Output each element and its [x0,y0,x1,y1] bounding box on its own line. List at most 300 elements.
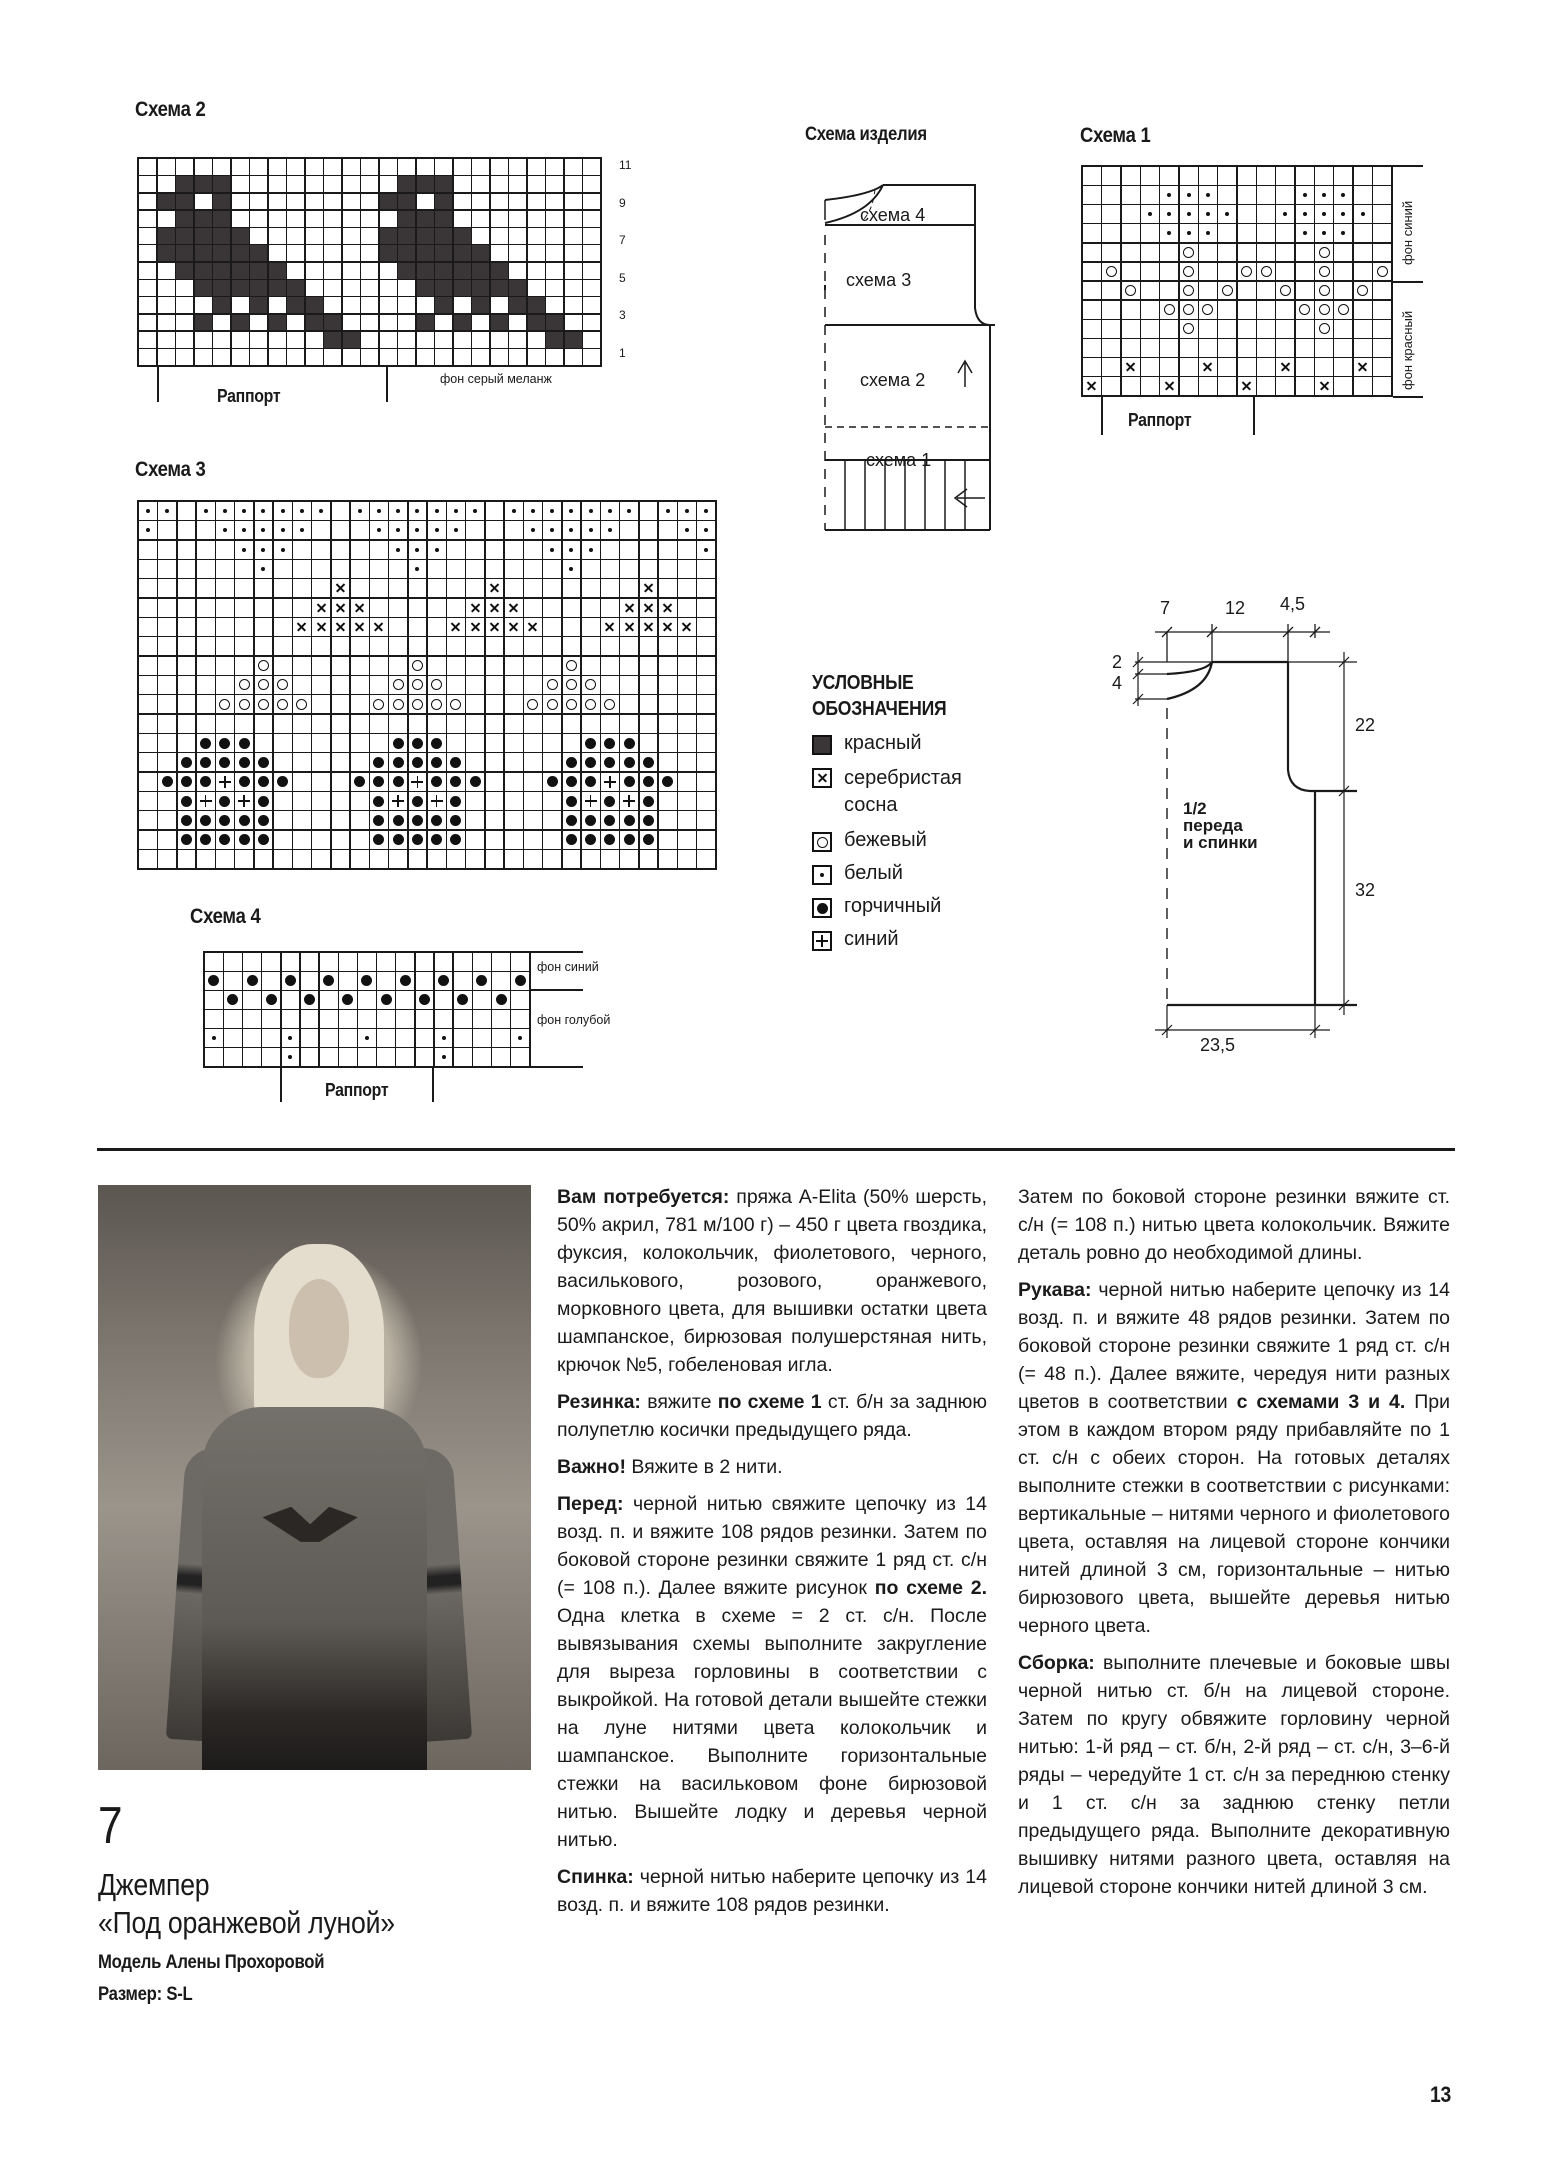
product-scheme-section: схема 3 [846,270,912,290]
white-dot-cell [358,1029,376,1047]
mustard-dot-cell [640,773,658,791]
white-dot-cell [282,1048,300,1066]
empty-cell [1160,263,1178,281]
empty-cell [466,850,484,868]
empty-cell [255,715,273,733]
empty-cell [398,297,415,313]
mustard-dot-cell [389,753,407,771]
empty-cell [250,159,267,175]
empty-cell [1122,263,1140,281]
empty-cell [454,159,471,175]
paragraph-lead: Спинка: [557,1866,634,1888]
silver-cross-cell [1354,358,1372,376]
empty-cell [492,972,510,990]
mustard-dot-cell [205,972,223,990]
empty-cell [250,194,267,210]
filled-cell [213,245,230,261]
empty-cell [1354,339,1372,357]
mustard-dot-cell [396,972,414,990]
white-dot-cell [447,502,465,520]
empty-cell [320,991,338,1009]
empty-cell [546,297,563,313]
empty-cell [139,579,157,597]
mustard-dot-cell [447,773,465,791]
product-scheme-section: схема 4 [860,205,926,225]
empty-cell [409,599,427,617]
empty-cell [1199,377,1217,395]
empty-cell [524,657,542,675]
beige-circle-cell [601,695,619,713]
dim-width: 23,5 [1200,1035,1236,1055]
empty-cell [293,579,311,597]
filled-cell [454,245,471,261]
beige-circle-cell [1276,282,1294,300]
empty-cell [320,1010,338,1028]
empty-cell [232,349,249,365]
blue-plus-cell [389,792,407,810]
beige-circle-cell [409,657,427,675]
mustard-dot-cell [262,991,280,1009]
empty-cell [1102,282,1120,300]
empty-cell [178,637,196,655]
empty-cell [332,502,350,520]
filled-cell [509,297,526,313]
section-divider [97,1148,1455,1151]
empty-cell [409,579,427,597]
empty-cell [380,211,397,227]
empty-cell [1373,282,1391,300]
scheme2-title: Схема 2 [135,98,206,121]
paragraph-lead: Важно! [557,1456,626,1478]
empty-cell [1257,358,1275,376]
mustard-dot-cell [178,831,196,849]
mustard-dot-cell [409,831,427,849]
paragraph-lead: Перед: [557,1493,624,1515]
beige-circle-cell [1296,301,1314,319]
empty-cell [454,1010,472,1028]
empty-cell [546,228,563,244]
empty-cell [620,521,638,539]
empty-cell [1238,186,1256,204]
empty-cell [1141,282,1159,300]
empty-cell [524,637,542,655]
white-dot-cell [697,502,715,520]
empty-cell [380,176,397,192]
empty-cell [262,972,280,990]
repeat-marker [432,1067,434,1102]
empty-cell [178,695,196,713]
empty-cell [332,753,350,771]
empty-cell [466,560,484,578]
empty-cell [235,637,253,655]
empty-cell [447,541,465,559]
mustard-dot-cell [640,753,658,771]
empty-cell [1199,244,1217,262]
empty-cell [361,263,378,279]
empty-cell [139,773,157,791]
filled-circle-icon [812,898,832,918]
scheme4-bg-bottom-label: фон голубой [537,1013,611,1027]
empty-cell [1257,377,1275,395]
dim-side: 32 [1355,880,1376,900]
empty-cell [620,541,638,559]
filled-cell [195,228,212,244]
empty-cell [158,521,176,539]
empty-cell [620,695,638,713]
empty-cell [473,991,491,1009]
empty-cell [306,263,323,279]
empty-cell [197,850,215,868]
empty-cell [312,657,330,675]
empty-cell [351,541,369,559]
empty-cell [361,159,378,175]
empty-cell [1122,339,1140,357]
empty-cell [232,211,249,227]
mustard-dot-cell [563,811,581,829]
empty-cell [563,618,581,636]
empty-cell [351,695,369,713]
mustard-dot-cell [216,831,234,849]
empty-cell [697,657,715,675]
beige-circle-cell [389,695,407,713]
empty-cell [1257,186,1275,204]
mustard-dot-cell [320,972,338,990]
empty-cell [269,228,286,244]
photo-sweater [202,1407,427,1770]
white-dot-cell [274,541,292,559]
white-dot-cell [1199,205,1217,223]
empty-cell [380,315,397,331]
empty-cell [447,657,465,675]
cross-icon [812,768,832,788]
empty-cell [528,349,545,365]
empty-cell [232,194,249,210]
beige-circle-cell [389,676,407,694]
filled-cell [435,176,452,192]
empty-cell [1296,244,1314,262]
empty-cell [511,953,529,971]
empty-cell [158,850,176,868]
empty-cell [543,560,561,578]
mustard-dot-cell [409,792,427,810]
white-dot-cell [351,502,369,520]
empty-cell [1373,358,1391,376]
empty-cell [176,280,193,296]
paragraph-emphasis: по схеме 1 [717,1391,822,1413]
empty-cell [178,618,196,636]
empty-cell [396,1029,414,1047]
empty-cell [543,811,561,829]
filled-cell [324,332,341,348]
empty-cell [139,176,156,192]
empty-cell [659,715,677,733]
empty-cell [1276,167,1294,185]
empty-cell [343,297,360,313]
silver-cross-cell [620,618,638,636]
article-paragraph: Перед: черной нитью свяжите цепочку из 14 возд. п. и вяжите 108 рядов резинки. Затем по боковой стороне резинки свяжите 1 ряд ст. с/н (= 108 п.). Далее вяжите рисунок по схеме 2. Одна клетка в схеме = 2 ст. с/н. После вывязывания схемы выполните закругление для выреза горловины в соответствии с выкройкой. На готовой детали вышейте стежки на луне нитями цвета колокольчик и шампанское. Выполните горизонтальные стежки на васильковом фоне бирюзовой нитью. Вышейте лодку и деревья черной нитью. [557,1493,988,1851]
empty-cell [176,159,193,175]
empty-cell [416,972,434,990]
empty-cell [466,753,484,771]
empty-cell [546,349,563,365]
empty-cell [509,228,526,244]
filled-cell [509,280,526,296]
white-dot-cell [255,502,273,520]
empty-cell [466,792,484,810]
empty-cell [293,773,311,791]
empty-cell [601,599,619,617]
mustard-dot-cell [511,972,529,990]
filled-cell [435,263,452,279]
mustard-dot-cell [216,734,234,752]
empty-cell [139,618,157,636]
empty-cell [466,734,484,752]
white-dot-cell [312,502,330,520]
empty-cell [370,579,388,597]
white-dot-cell [274,521,292,539]
filled-cell [176,194,193,210]
beige-circle-cell [1315,244,1333,262]
empty-cell [377,953,395,971]
beige-circle-cell [255,657,273,675]
empty-cell [1257,244,1275,262]
blue-plus-cell [428,792,446,810]
dim-neck-depth-front: 4 [1112,673,1123,693]
article-column-2 [557,1183,987,1928]
empty-cell [139,211,156,227]
empty-cell [659,695,677,713]
empty-cell [1218,263,1236,281]
filled-cell [250,297,267,313]
empty-cell [262,953,280,971]
empty-cell [274,734,292,752]
silver-cross-cell [640,579,658,597]
mustard-dot-cell [409,811,427,829]
empty-cell [1141,167,1159,185]
empty-cell [678,637,696,655]
empty-cell [216,560,234,578]
empty-cell [306,194,323,210]
silver-cross-cell [1315,377,1333,395]
article-paragraph: Вам потребуется: пряжа A-Elita (50% шерсть, 50% акрил, 781 м/100 г) – 450 г цвета гвоздика, фуксия, колокольчик, фиолетового, черного, василькового, розового, оранжевого, морковного цвета, для вышивки остатки цвета шампанское, бирюзовая полушерстяная нить, крючок №5, гобеленовая игла. [557,1186,988,1376]
empty-cell [582,599,600,617]
legend-item-beige [812,829,1042,852]
white-dot-cell [197,502,215,520]
empty-cell [491,245,508,261]
empty-cell [216,715,234,733]
mustard-dot-cell [243,972,261,990]
empty-cell [505,850,523,868]
empty-cell [262,1010,280,1028]
filled-cell [435,280,452,296]
empty-cell [505,715,523,733]
empty-cell [620,657,638,675]
empty-cell [447,599,465,617]
beige-circle-cell [563,657,581,675]
empty-cell [1218,224,1236,242]
empty-cell [583,297,600,313]
empty-cell [274,811,292,829]
empty-cell [158,280,175,296]
empty-cell [1141,224,1159,242]
empty-cell [287,176,304,192]
empty-cell [1122,205,1140,223]
empty-cell [659,792,677,810]
empty-cell [351,831,369,849]
empty-cell [1373,224,1391,242]
filled-cell [269,280,286,296]
silver-cross-cell [447,618,465,636]
white-dot-cell [563,502,581,520]
white-dot-cell [216,521,234,539]
empty-cell [262,1048,280,1066]
beige-circle-cell [1180,301,1198,319]
filled-cell [491,315,508,331]
filled-cell [213,280,230,296]
white-dot-cell [282,1029,300,1047]
empty-cell [1160,244,1178,262]
mustard-dot-cell [216,753,234,771]
empty-cell [274,560,292,578]
empty-cell [1122,224,1140,242]
empty-cell [491,228,508,244]
empty-cell [343,228,360,244]
filled-cell [176,211,193,227]
empty-cell [224,953,242,971]
empty-cell [1238,205,1256,223]
mustard-dot-cell [255,831,273,849]
empty-cell [139,753,157,771]
empty-cell [158,332,175,348]
empty-cell [435,953,453,971]
empty-cell [205,991,223,1009]
empty-cell [243,1010,261,1028]
silver-cross-cell [312,618,330,636]
empty-cell [565,194,582,210]
circle-icon [812,832,832,852]
empty-cell [1373,167,1391,185]
white-dot-cell [543,502,561,520]
white-dot-cell [255,521,273,539]
mustard-dot-cell [428,773,446,791]
filled-cell [158,228,175,244]
mustard-dot-cell [197,753,215,771]
dim-sleeve-offset: 4,5 [1280,594,1306,614]
empty-cell [620,715,638,733]
filled-cell [472,297,489,313]
empty-cell [505,831,523,849]
filled-cell [417,280,434,296]
empty-cell [243,991,261,1009]
empty-cell [389,560,407,578]
empty-cell [1102,244,1120,262]
empty-cell [339,1029,357,1047]
white-dot-cell [409,541,427,559]
legend-title-line2: ОБОЗНАЧЕНИЯ [812,698,947,720]
empty-cell [332,560,350,578]
filled-cell [213,228,230,244]
mustard-dot-cell [235,734,253,752]
empty-cell [1276,339,1294,357]
empty-cell [486,676,504,694]
empty-cell [178,502,196,520]
empty-cell [351,734,369,752]
empty-cell [486,541,504,559]
filled-cell [213,176,230,192]
empty-cell [428,579,446,597]
empty-cell [447,850,465,868]
empty-cell [139,297,156,313]
empty-cell [601,560,619,578]
empty-cell [293,657,311,675]
silver-cross-cell [466,599,484,617]
empty-cell [370,560,388,578]
empty-cell [1276,301,1294,319]
empty-cell [524,734,542,752]
empty-cell [565,228,582,244]
mustard-dot-cell [389,734,407,752]
empty-cell [389,657,407,675]
empty-cell [1296,282,1314,300]
white-dot-cell [370,502,388,520]
empty-cell [332,637,350,655]
empty-cell [678,831,696,849]
scheme1-bg-divider [1393,281,1423,283]
filled-cell [176,176,193,192]
empty-cell [243,953,261,971]
empty-cell [472,228,489,244]
empty-cell [1083,301,1101,319]
empty-cell [370,599,388,617]
beige-circle-cell [409,676,427,694]
silver-cross-cell [332,579,350,597]
empty-cell [301,953,319,971]
empty-cell [1122,186,1140,204]
empty-cell [343,280,360,296]
empty-cell [505,676,523,694]
filled-cell [546,332,563,348]
mustard-dot-cell [255,773,273,791]
empty-cell [197,618,215,636]
white-dot-cell [697,541,715,559]
empty-cell [697,715,715,733]
white-dot-cell [1334,205,1352,223]
empty-cell [1141,377,1159,395]
empty-cell [620,560,638,578]
empty-cell [466,541,484,559]
empty-cell [351,657,369,675]
white-dot-cell [582,502,600,520]
empty-cell [697,792,715,810]
mustard-dot-cell [370,792,388,810]
empty-cell [428,618,446,636]
empty-cell [235,715,253,733]
empty-cell [287,263,304,279]
empty-cell [582,579,600,597]
empty-cell [158,315,175,331]
empty-cell [320,953,338,971]
empty-cell [505,734,523,752]
paragraph-lead: Рукава: [1018,1279,1092,1301]
filled-cell [491,280,508,296]
empty-cell [659,811,677,829]
empty-cell [435,315,452,331]
empty-cell [543,850,561,868]
white-dot-cell [139,521,157,539]
empty-cell [659,637,677,655]
empty-cell [697,579,715,597]
beige-circle-cell [274,676,292,694]
